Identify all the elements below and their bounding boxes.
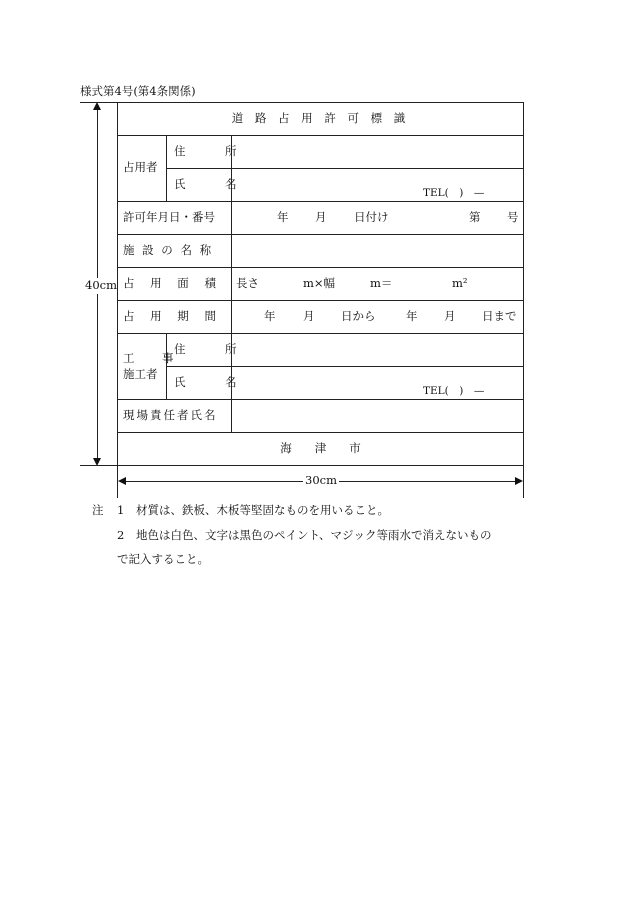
row-line [117, 300, 524, 301]
period-until: 日まで [482, 309, 517, 323]
contractor-name-label: 氏 名 [174, 375, 251, 389]
occupant-address-label: 住 所 [174, 144, 251, 158]
row-line [117, 267, 524, 268]
contractor-group-label-1: 工 事 [123, 351, 182, 365]
arrow-left-icon [118, 477, 126, 485]
permit-day: 日付け [354, 210, 389, 224]
width-dimension-label: 30cm [305, 473, 337, 487]
facility-label: 施 設 の 名 称 [123, 243, 214, 257]
permit-dai: 第 [469, 210, 481, 224]
row-line [166, 168, 524, 169]
note-2-number: 2 [117, 528, 125, 542]
notes-prefix: 注 [92, 503, 104, 517]
site-manager-label: 現場責任者氏名 [123, 408, 218, 422]
permit-date-label: 許可年月日・番号 [123, 210, 215, 224]
period-from: 日から [341, 309, 376, 323]
permit-year: 年 [277, 210, 289, 224]
table-left-border [117, 102, 118, 498]
area-m-width: m×幅 [303, 276, 336, 290]
note-1-text: 材質は、鉄板、木板等堅固なものを用いること。 [136, 503, 389, 517]
period-month-1: 月 [303, 309, 315, 323]
period-year-2: 年 [406, 309, 418, 323]
sign-title: 道 路 占 用 許 可 標 識 [231, 111, 410, 125]
row-line [117, 432, 524, 433]
table-top-border [80, 102, 524, 103]
contractor-tel: TEL( ) — [423, 385, 485, 397]
row-line [166, 366, 524, 367]
permit-go: 号 [507, 210, 519, 224]
height-dimension-label: 40cm [85, 278, 117, 292]
occupant-group-label: 占用者 [123, 160, 158, 174]
area-label: 占 用 面 積 [123, 276, 222, 290]
note-2-text-line-1: 地色は白色、文字は黒色のペイント、マジック等雨水で消えないもの [136, 528, 492, 542]
area-length: 長さ [236, 276, 259, 290]
arrow-right-icon [515, 477, 523, 485]
col-line [166, 135, 167, 201]
occupant-name-label: 氏 名 [174, 177, 251, 191]
row-line [117, 234, 524, 235]
row-line [117, 399, 524, 400]
arrow-up-icon [93, 102, 101, 110]
area-m2: m² [452, 276, 468, 290]
occupant-tel: TEL( ) — [423, 187, 485, 199]
period-year-1: 年 [264, 309, 276, 323]
col-line [166, 333, 167, 399]
note-1-number: 1 [117, 503, 125, 517]
period-label: 占 用 期 間 [123, 309, 222, 323]
row-line [117, 135, 524, 136]
row-line [117, 201, 524, 202]
table-bottom-border [80, 465, 524, 466]
note-2-text-line-2: で記入すること。 [117, 552, 209, 566]
row-line [117, 333, 524, 334]
period-month-2: 月 [444, 309, 456, 323]
contractor-group-label-2: 施工者 [123, 367, 158, 381]
permit-month: 月 [315, 210, 327, 224]
form-label: 様式第4号(第4条関係) [80, 84, 196, 98]
contractor-address-label: 住 所 [174, 342, 251, 356]
table-right-border [523, 102, 524, 498]
area-m-eq: m＝ [370, 276, 393, 290]
city-name: 海 津 市 [280, 441, 361, 455]
